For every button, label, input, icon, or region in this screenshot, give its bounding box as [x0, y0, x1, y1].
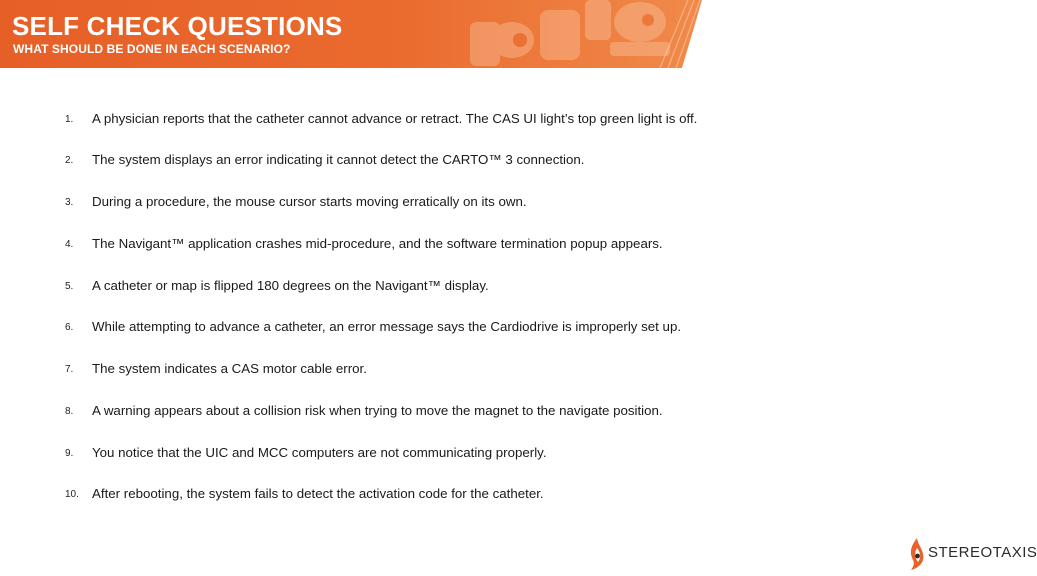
list-item: [0, 402, 1000, 422]
question-text: During a procedure, the mouse cursor starts moving erratically on its own.: [92, 194, 527, 209]
question-number: 2.: [65, 155, 74, 166]
list-item: [0, 110, 1000, 130]
list-item: [0, 277, 1000, 297]
question-text: A warning appears about a collision risk when trying to move the magnet to the navigate position.: [92, 403, 663, 418]
company-logo: [905, 536, 1037, 572]
list-item: [0, 360, 1000, 380]
question-number: 6.: [65, 322, 74, 333]
question-text: A physician reports that the catheter cannot advance or retract. The CAS UI light’s top green light is off.: [92, 111, 698, 126]
question-text: A catheter or map is flipped 180 degrees on the Navigant™ display.: [92, 278, 489, 293]
list-item: [0, 193, 1000, 213]
question-number: 4.: [65, 239, 74, 250]
question-text: The system displays an error indicating it cannot detect the CARTO™ 3 connection.: [92, 152, 585, 167]
question-number: 5.: [65, 281, 74, 292]
question-number: 10.: [65, 489, 79, 500]
question-number: 7.: [65, 364, 74, 375]
page-title: SELF CHECK QUESTIONS: [12, 11, 343, 41]
question-text: After rebooting, the system fails to detect the activation code for the catheter.: [92, 486, 544, 501]
question-number: 8.: [65, 406, 74, 417]
page-subtitle: WHAT SHOULD BE DONE IN EACH SCENARIO?: [13, 42, 291, 56]
question-number: 3.: [65, 197, 74, 208]
list-item: [0, 485, 1000, 505]
flame-logo-icon: [905, 536, 929, 572]
question-number: 1.: [65, 114, 74, 125]
header-banner: [0, 0, 1024, 68]
list-item: [0, 318, 1000, 338]
question-text: You notice that the UIC and MCC computers are not communicating properly.: [92, 445, 547, 460]
list-item: [0, 151, 1000, 171]
list-item: [0, 235, 1000, 255]
question-number: 9.: [65, 448, 74, 459]
list-item: [0, 444, 1000, 464]
question-text: The system indicates a CAS motor cable error.: [92, 361, 367, 376]
question-text: While attempting to advance a catheter, an error message says the Cardiodrive is improperly set up.: [92, 319, 682, 334]
question-text: The Navigant™ application crashes mid-procedure, and the software termination popup appears.: [92, 236, 663, 251]
logo-wordmark: STEREOTAXIS: [928, 544, 1037, 561]
